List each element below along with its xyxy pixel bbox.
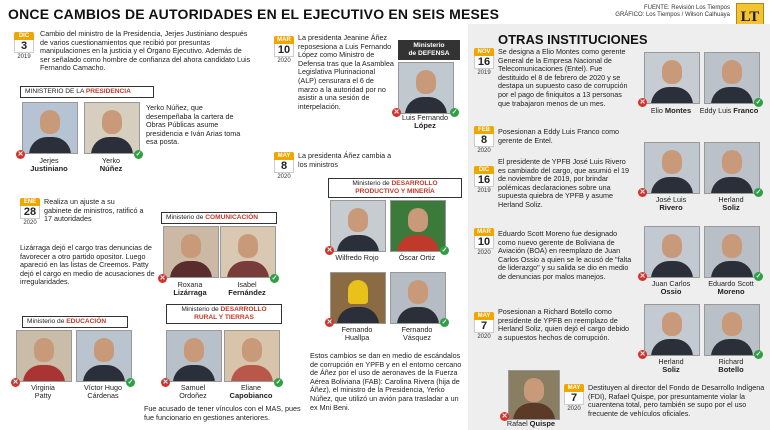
check-icon: ✓	[755, 351, 762, 358]
event-text: La presidenta Áñez cambia a los ministros	[298, 151, 392, 169]
date-may-7-fdi	[564, 384, 584, 413]
event-text: Posesionan a Richard Botello como presidente de YPFB en reemplazo de Herland Soliz, quien dejó el cargo debido a supuestos hechos de corrupción.	[498, 307, 630, 342]
page-title: ONCE CAMBIOS DE AUTORIDADES EN EL EJECUTIVO EN SEIS MESES	[8, 6, 500, 22]
event-text: Eduardo Scott Moreno fue designado como nuevo gerente de Boliviana de Aviación (BOA) en reemplazo de Juan Carlos Ossio a quien se le acusó de "falta de liderazgo" y su salida se dio en medio de denuncias por malos manejos.	[498, 229, 632, 281]
event-text: Realiza un ajuste a su gabinete de ministros, ratificó a 17 autoridades	[44, 197, 144, 224]
calendar-month: DIC	[14, 32, 34, 40]
ministry-name: EDUCACIÓN	[66, 318, 107, 325]
date-may-8	[274, 152, 294, 181]
check-icon: ✓	[451, 109, 458, 116]
removed-icon: ✕	[501, 413, 508, 420]
check-icon: ✓	[755, 189, 762, 196]
calendar-day: 8	[474, 134, 494, 147]
removed-icon: ✕	[326, 319, 333, 326]
other-institutions-title: OTRAS INSTITUCIONES	[498, 32, 648, 47]
person-name: Juan Carlos Ossio	[651, 279, 691, 296]
event-text: Fue acusado de tener vínculos con el MAS, pues fue funcionario en gestiones anteriores.	[144, 404, 301, 422]
ministry-prefix: MINISTERIO DE LA	[25, 88, 86, 95]
photo-botello	[704, 304, 760, 356]
removed-icon: ✕	[639, 351, 646, 358]
photo-ordonez	[166, 330, 222, 382]
calendar-year: 2020	[277, 58, 291, 64]
calendar-day: 3	[14, 40, 34, 53]
calendar-month: MAR	[274, 36, 294, 44]
check-icon: ✓	[441, 247, 448, 254]
event-text: Se designa a Elio Montes como gerente General de la Empresa Nacional de Telecomunicaciones (Entel). Fue destituido el 8 de febrero de 2020 y se destapa un supuesto caso de corrupción por el pago de finiquitos a 13 personas que trabajaron menos de un mes.	[498, 47, 628, 108]
date-dic-3	[14, 32, 34, 61]
photo-soliz	[704, 142, 760, 194]
calendar-year: 2020	[477, 334, 491, 340]
removed-icon: ✕	[639, 189, 646, 196]
calendar-month: ENE	[20, 198, 40, 206]
source-credit	[615, 5, 730, 19]
photo-moreno	[704, 226, 760, 278]
photo-franco	[704, 52, 760, 104]
date-mar-10	[274, 36, 294, 65]
calendar-day: 10	[274, 44, 294, 57]
removed-icon: ✕	[159, 275, 166, 282]
photo-patty	[16, 330, 72, 382]
calendar-day: 8	[274, 160, 294, 173]
person-name: Isabel Fernández	[228, 280, 266, 297]
calendar-month: MAY	[474, 312, 494, 320]
ministry-name: COMUNICACIÓN	[205, 214, 258, 221]
event-text: Yerko Núñez, que desempeñaba la cartera de Obras Públicas asume presidencia e Iván Arias toma esa posta.	[146, 103, 241, 147]
photo-vasquez	[390, 272, 446, 324]
removed-icon: ✕	[326, 247, 333, 254]
photo-capobianco	[224, 330, 280, 382]
source-line: FUENTE: Revisión Los Tiempos	[643, 5, 730, 11]
person-name: Samuel Ordoñez	[179, 383, 207, 400]
removed-icon: ✕	[393, 109, 400, 116]
removed-icon: ✕	[162, 379, 169, 386]
date-dic-16	[474, 166, 494, 195]
photo-soliz-2	[644, 304, 700, 356]
ministry-prefix: Ministerio de	[166, 214, 206, 221]
calendar-day: 7	[474, 320, 494, 333]
photo-rojo	[330, 200, 386, 252]
event-text: La presidenta Jeanine Áñez reposesiona a Luis Fernando López como Ministro de Defensa tras que la Asamblea Legislativa Plurinacional (ALP) censurara el 6 de marzo a la autoridad por no asistir a una sesión de interpelación.	[298, 33, 394, 111]
calendar-day: 28	[20, 206, 40, 219]
person-name: Fernando Vásquez	[401, 325, 433, 342]
calendar-year: 2020	[567, 406, 581, 412]
person-name: Roxana Lizárraga	[173, 280, 207, 297]
event-text: Estos cambios se dan en medio de escándalos de corrupción en YPFB y en el entorno cercano de Áñez por el uso de aeronaves de la Fuerza Aérea Boliviana (FAB): Carolina Rivera (hija de Áñez), el ministro de la Presidencia, Yerko Núñez, que utilizó un avión para trasladar a un ex Mni Beni.	[310, 351, 462, 412]
ministry-header-desarrollo-productivo	[328, 178, 462, 198]
person-name: Richard Botello	[718, 357, 744, 374]
ministry-name: de DEFENSA	[408, 50, 450, 57]
calendar-year: 2020	[477, 148, 491, 154]
event-text: Cambio del ministro de la Presidencia, Jerjes Justiniano después de varios cuestionamientos que recibió por presuntas manipulaciones en la justicia y el Órgano Ejecutivo. Además de ser señalado como hombre de confianza del ahora candidato Luis Fernando Camacho.	[40, 29, 251, 73]
date-feb-8	[474, 126, 494, 155]
date-may-7	[474, 312, 494, 341]
date-ene-28	[20, 198, 40, 227]
calendar-month: MAR	[474, 228, 494, 236]
event-text: Destituyen al director del Fondo de Desarrollo Indígena (FDI), Rafael Quispe, por presuntamente violar la cuarentena total, pero también se supo por el uso frecuente de vehículos oficiales.	[588, 383, 765, 418]
person-name: Víctor Hugo Cárdenas	[84, 383, 122, 400]
ministry-prefix: Ministerio de	[352, 180, 392, 187]
calendar-month: NOV	[474, 48, 494, 56]
person-name: Óscar Ortiz	[398, 253, 436, 262]
person-name: Fernando Huallpa	[341, 325, 373, 342]
person-name: Jerjes Justiniano	[30, 156, 68, 173]
person-name: Elio Montes	[650, 106, 692, 115]
person-name: Virginia Patty	[31, 383, 55, 400]
photo-justiniano	[22, 102, 78, 154]
person-name: Eliane Capobianco	[229, 383, 273, 400]
person-name: Yerko Núñez	[99, 156, 123, 173]
ministry-prefix: Ministerio	[413, 42, 445, 49]
calendar-year: 2019	[477, 70, 491, 76]
check-icon: ✓	[135, 151, 142, 158]
calendar-day: 7	[564, 392, 584, 405]
ministry-header-comunicacion	[161, 212, 277, 224]
event-text: El presidente de YPFB José Luis Rivero es cambiado del cargo, que asumió el 19 de noviembre de 2019, por brindar polémicas declaraciones sobre una supuesta quiebra de YPFB y asume Herland Soliz.	[498, 157, 630, 209]
photo-ortiz	[390, 200, 446, 252]
ministry-name: PRESIDENCIA	[85, 88, 131, 95]
photo-cardenas	[76, 330, 132, 382]
calendar-month: MAY	[564, 384, 584, 392]
photo-huallpa	[330, 272, 386, 324]
graphic-credit: GRÁFICO: Los Tiempos / Wilson Calhuaya	[615, 12, 730, 18]
newspaper-logo: LT	[736, 3, 764, 31]
ministry-header-desarrollo-rural	[166, 304, 282, 324]
photo-nunez	[84, 102, 140, 154]
calendar-day: 16	[474, 56, 494, 69]
calendar-year: 2020	[477, 250, 491, 256]
person-name: Herland Soliz	[718, 195, 744, 212]
removed-icon: ✕	[639, 273, 646, 280]
calendar-year: 2020	[277, 174, 291, 180]
ministry-header-educacion	[22, 316, 128, 328]
ministry-prefix: Ministerio de	[181, 306, 221, 313]
check-icon: ✓	[275, 379, 282, 386]
photo-lizarraga	[163, 226, 219, 278]
event-text: Lizárraga dejó el cargo tras denuncias de favorecer a otro partido opositor. Luego apareció en las listas de Creemos. Patty dejó el cargo en medio de acusaciones de irregularidades.	[20, 243, 155, 287]
photo-montes	[644, 52, 700, 104]
ministry-header-presidencia	[20, 86, 154, 98]
check-icon: ✓	[271, 275, 278, 282]
person-name: Eduardo Scott Moreno	[708, 279, 754, 296]
photo-quispe	[508, 370, 560, 420]
ministry-name: DESARROLLO RURAL Y TIERRAS	[194, 306, 267, 321]
calendar-year: 2020	[23, 220, 37, 226]
removed-icon: ✕	[17, 151, 24, 158]
check-icon: ✓	[441, 319, 448, 326]
photo-rivero	[644, 142, 700, 194]
check-icon: ✓	[755, 273, 762, 280]
date-mar-10-boa	[474, 228, 494, 257]
removed-icon: ✕	[639, 99, 646, 106]
calendar-year: 2019	[477, 188, 491, 194]
ministry-prefix: Ministerio de	[27, 318, 67, 325]
photo-lopez	[398, 62, 454, 114]
removed-icon: ✕	[12, 379, 19, 386]
person-name: Herland Soliz	[658, 357, 684, 374]
date-nov-16	[474, 48, 494, 77]
photo-ossio	[644, 226, 700, 278]
calendar-month: FEB	[474, 126, 494, 134]
person-name: Eddy Luis Franco	[699, 106, 759, 115]
person-name: José Luis Rivero	[655, 195, 687, 212]
person-name: Wilfredo Rojo	[335, 253, 379, 262]
check-icon: ✓	[127, 379, 134, 386]
event-text: Posesionan a Eddy Luis Franco como gerente de Entel.	[498, 127, 620, 145]
calendar-day: 16	[474, 174, 494, 187]
person-name: Rafael Quispe	[506, 419, 556, 428]
calendar-day: 10	[474, 236, 494, 249]
calendar-year: 2019	[17, 54, 31, 60]
calendar-month: DIC	[474, 166, 494, 174]
ministry-name: DESARROLLO PRODUCTIVO Y MINERÍA	[355, 180, 438, 195]
check-icon: ✓	[755, 99, 762, 106]
ministry-header-defensa	[398, 40, 460, 60]
calendar-month: MAY	[274, 152, 294, 160]
person-name: Luis Fernando López	[402, 113, 448, 130]
photo-fernandez	[220, 226, 276, 278]
